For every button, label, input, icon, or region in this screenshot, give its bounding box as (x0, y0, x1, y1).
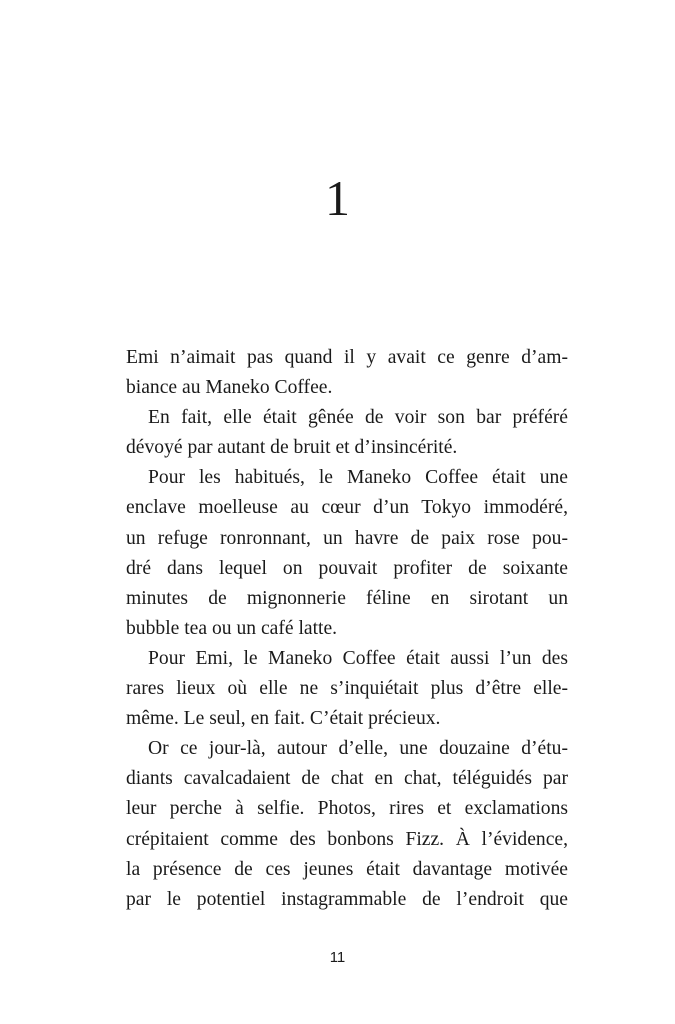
text-line: leur perche à selfie. Photos, rires et exclamations (126, 798, 568, 820)
text-line: En fait, elle était gênée de voir son bar préféré (148, 407, 568, 429)
text-line: biance au Maneko Coffee. (126, 377, 333, 399)
text-line: crépitaient comme des bonbons Fizz. À l’évidence, (126, 828, 568, 850)
chapter-text (126, 343, 568, 915)
text-line: même. Le seul, en fait. C’était précieux. (126, 708, 441, 730)
text-line: dévoyé par autant de bruit et d’insincérité. (126, 437, 458, 459)
text-line: diants cavalcadaient de chat en chat, téléguidés par (126, 768, 568, 790)
text-line: Emi n’aimait pas quand il y avait ce genre d’am- (126, 347, 568, 368)
text-line: la présence de ces jeunes était davantage motivée (126, 858, 568, 880)
text-line: Pour les habitués, le Maneko Coffee était une (148, 467, 568, 489)
text-line: minutes de mignonnerie féline en sirotant un (126, 587, 568, 609)
text-line: enclave moelleuse au cœur d’un Tokyo immodéré, (126, 497, 568, 519)
text-line: bubble tea ou un café latte. (126, 617, 338, 639)
text-line: dré dans lequel on pouvait profiter de soixante (126, 557, 568, 579)
text-line: un refuge ronronnant, un havre de paix rose pou- (126, 527, 568, 549)
text-line: Pour Emi, le Maneko Coffee était aussi l’un des (148, 647, 568, 669)
text-line: Or ce jour-là, autour d’elle, une douzaine d’étu- (148, 738, 568, 760)
chapter-number: 1 (325, 170, 350, 226)
text-line: par le potentiel instagrammable de l’endroit que (126, 888, 568, 910)
page-number: 11 (329, 949, 346, 966)
text-line: rares lieux où elle ne s’inquiétait plus d’être elle- (126, 678, 568, 700)
